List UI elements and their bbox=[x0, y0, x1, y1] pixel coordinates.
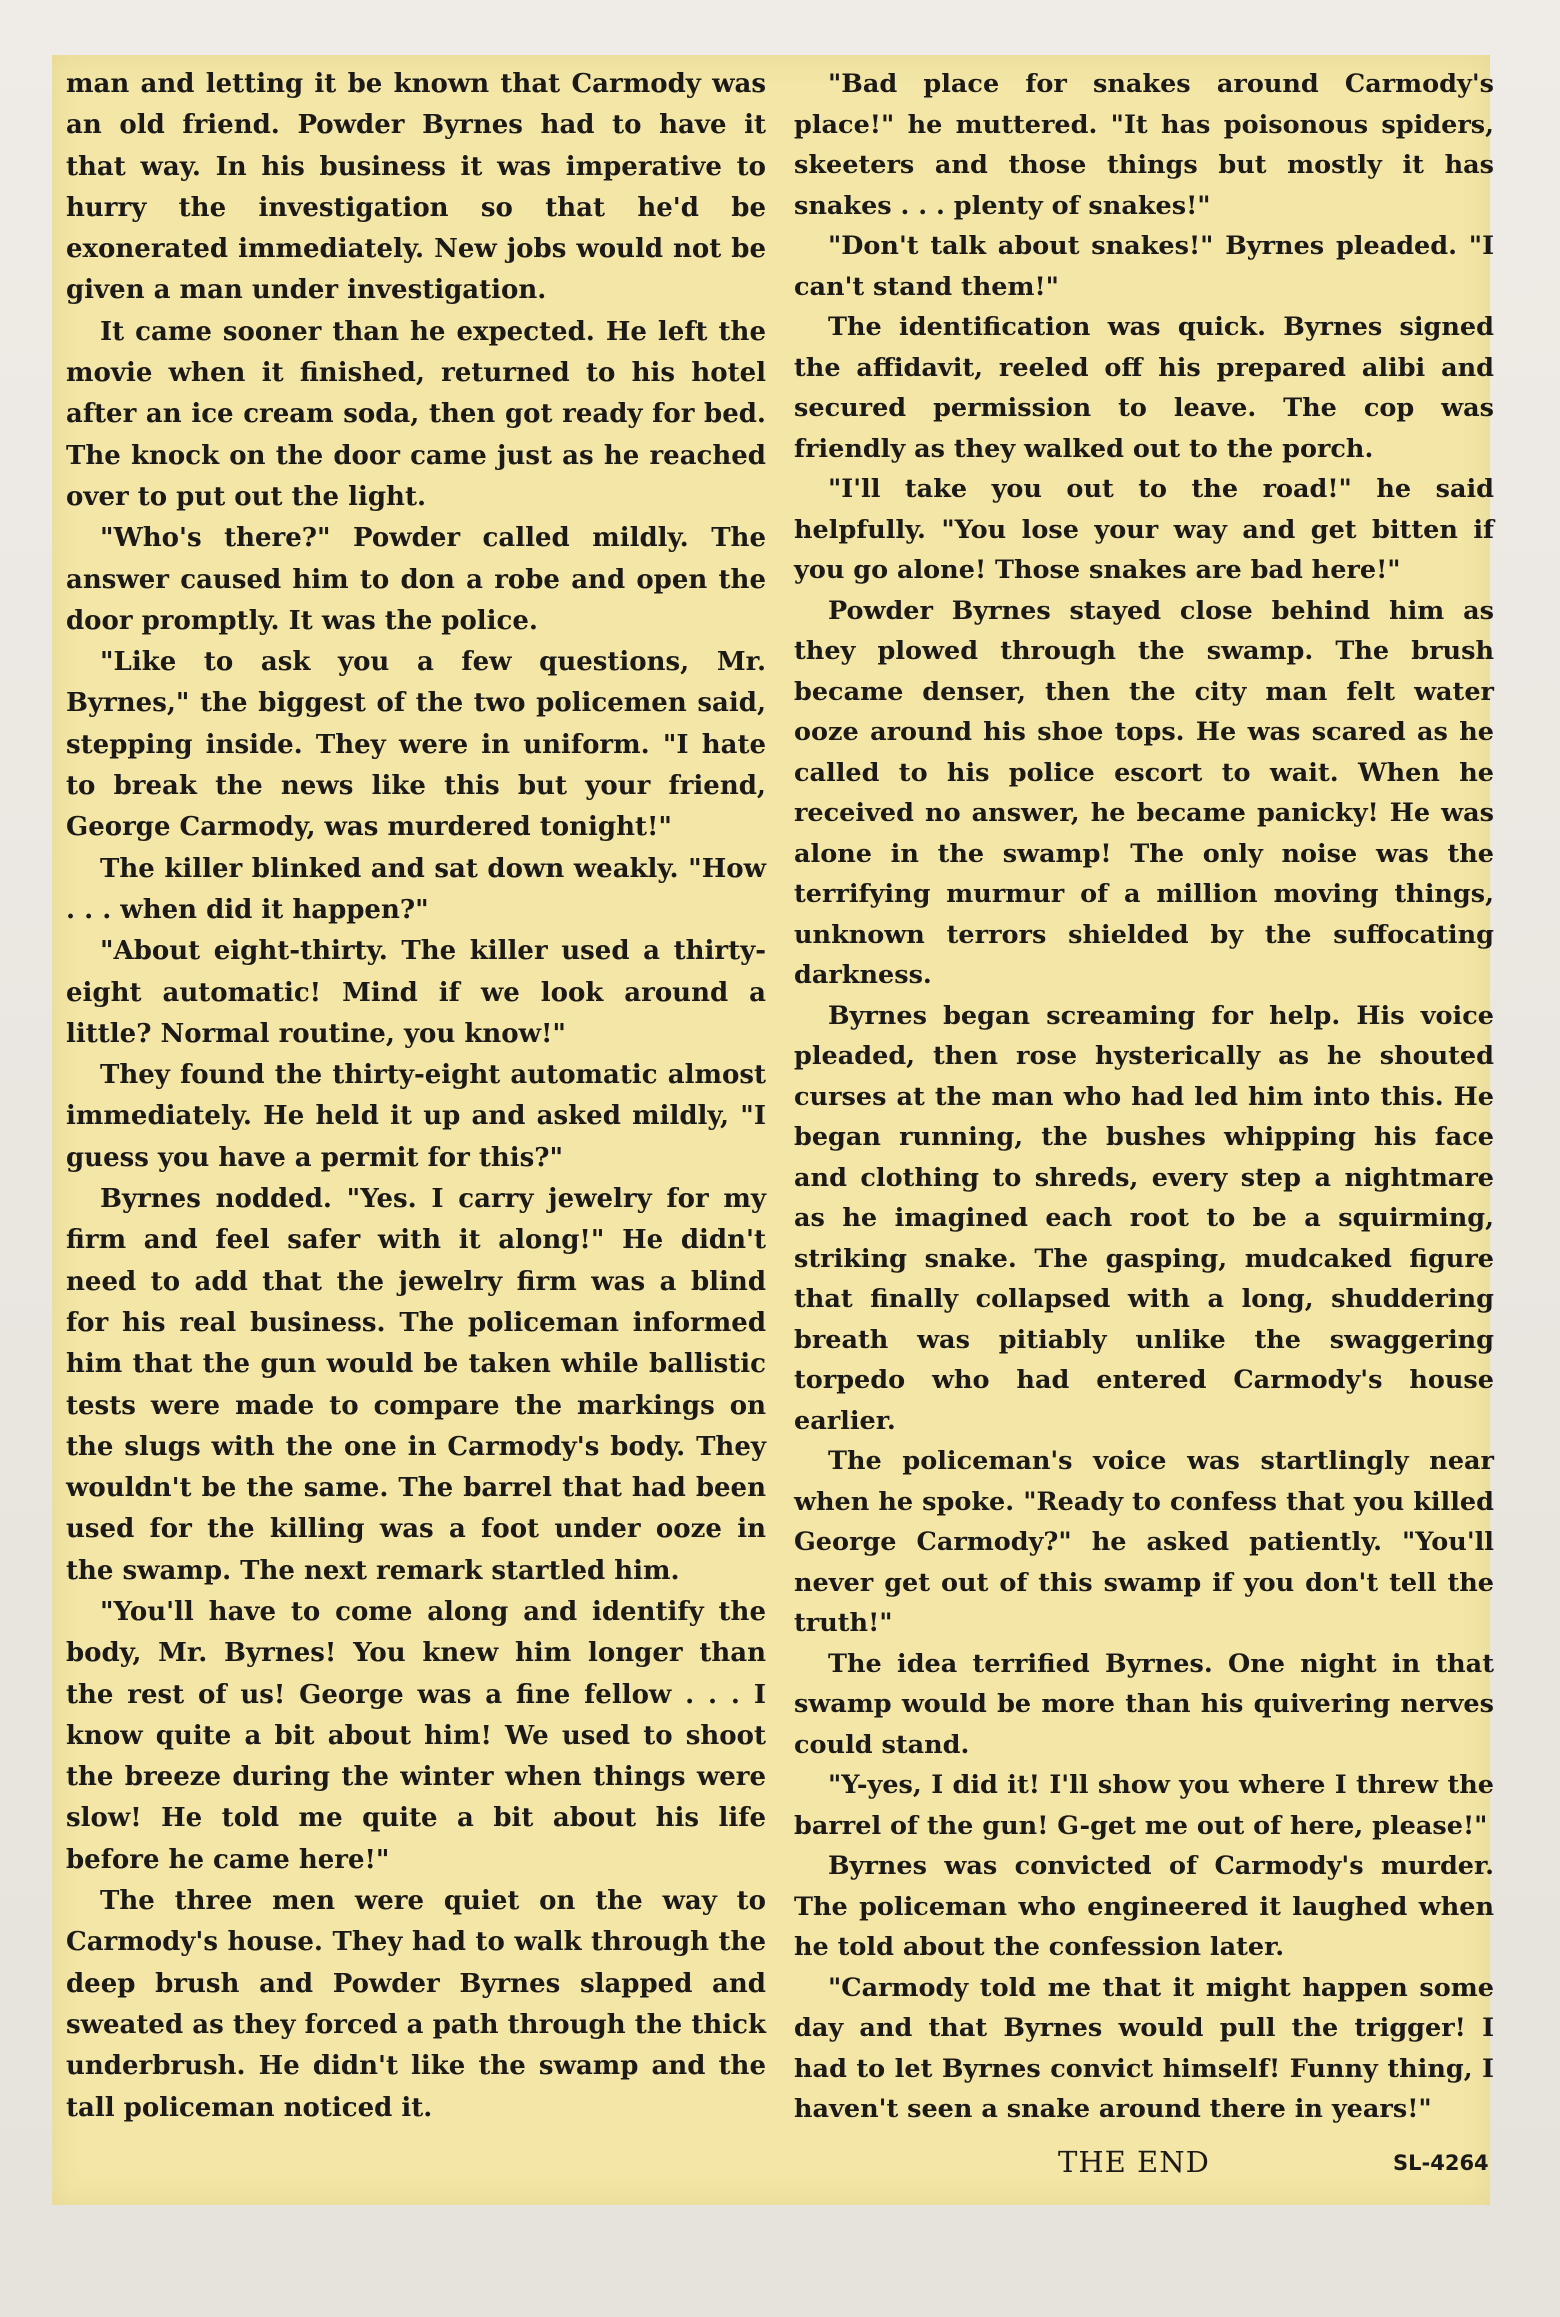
story-paragraph: "About eight-thirty. The killer used a thirty-eight automatic! Mind if we look around a little? Normal routine, you know!" bbox=[66, 936, 766, 1049]
the-end-label: THE END bbox=[1058, 2145, 1210, 2179]
story-paragraph: "Don't talk about snakes!" Byrnes pleaded. "I can't stand them!" bbox=[794, 231, 1494, 302]
page-footer bbox=[0, 2145, 1560, 2185]
story-paragraph: It came sooner than he expected. He left the movie when it finished, returned to his hotel after an ice cream soda, then got ready for bed. The knock on the door came just as he reached over to put out the light. bbox=[66, 316, 766, 512]
story-paragraph: "I'll take you out to the road!" he said helpfully. "You lose your way and get bitten if you go alone! Those snakes are bad here!" bbox=[794, 474, 1494, 585]
story-paragraph: The idea terrified Byrnes. One night in that swamp would be more than his quivering nerves could stand. bbox=[794, 1648, 1494, 1760]
story-paragraph: "Who's there?" Powder called mildly. The answer caused him to don a robe and open the door promptly. It was the police. bbox=[66, 523, 766, 636]
story-paragraph: Byrnes nodded. "Yes. I carry jewelry for my firm and feel safer with it along!" He didn't need to add that the jewelry firm was a blind for his real business. The policeman informed him that the gun would be taken while ballistic tests were made to compare the markings on the slugs with the one in Carmody's body. They wouldn't be the same. The barrel that had been used for the killing was a foot under ooze in the swamp. The next remark startled him. bbox=[66, 1184, 766, 1586]
story-paragraph: "Carmody told me that it might happen some day and that Byrnes would pull the trigger! I had to let Byrnes convict himself! Funny thing, I haven't seen a snake around there in years!" bbox=[794, 1972, 1494, 2124]
story-paragraph: man and letting it be known that Carmody was an old friend. Powder Byrnes had to have it that way. In his business it was imperative to hurry the investigation so that he'd be exonerated immediately. New jobs would not be given a man under investigation. bbox=[66, 69, 766, 306]
story-paragraph: They found the thirty-eight automatic almost immediately. He held it up and asked mildly, "I guess you have a permit for this?" bbox=[66, 1060, 766, 1173]
story-paragraph: The three men were quiet on the way to Carmody's house. They had to walk through the deep brush and Powder Byrnes slapped and sweated as they forced a path through the thick underbrush. He didn't like the swamp and the tall policeman noticed it. bbox=[66, 1886, 766, 2123]
story-paragraph: The killer blinked and sat down weakly. "How . . . when did it happen?" bbox=[66, 853, 766, 925]
story-paragraph: The policeman's voice was startlingly near when he spoke. "Ready to confess that you killed George Carmody?" he asked patiently. "You'll never get out of this swamp if you don't tell the truth!" bbox=[794, 1446, 1494, 1638]
story-paragraph: "You'll have to come along and identify the body, Mr. Byrnes! You knew him longer than the rest of us! George was a fine fellow . . . I know quite a bit about him! We used to shoot the breeze during the winter when things were slow! He told me quite a bit about his life before he came here!" bbox=[66, 1596, 766, 1875]
story-paragraph: Byrnes began screaming for help. His voice pleaded, then rose hysterically as he shouted curses at the man who had led him into this. He began running, the bushes whipping his face and clothing to shreds, every step a nightmare as he imagined each root to be a squirming, striking snake. The gasping, mudcaked figure that finally collapsed with a long, shuddering breath was pitiably unlike the swaggering torpedo who had entered Carmody's house earlier. bbox=[794, 1000, 1494, 1436]
story-paragraph: "Like to ask you a few questions, Mr. Byrnes," the biggest of the two policemen said, stepping inside. They were in uniform. "I hate to break the news like this but your friend, George Carmody, was murdered tonight!" bbox=[66, 647, 766, 843]
story-paragraph: The identification was quick. Byrnes signed the affidavit, reeled off his prepared alibi and secured permission to leave. The cop was friendly as they walked out to the porch. bbox=[794, 312, 1494, 464]
story-paragraph: "Bad place for snakes around Carmody's place!" he muttered. "It has poisonous spiders, skeeters and those things but mostly it has snakes . . . plenty of snakes!" bbox=[794, 69, 1494, 221]
page-code: SL-4264 bbox=[1393, 2151, 1489, 2175]
story-paragraph: Byrnes was convicted of Carmody's murder. The policeman who engineered it laughed when he told about the confession later. bbox=[794, 1851, 1494, 1962]
story-paragraph: Powder Byrnes stayed close behind him as they plowed through the swamp. The brush became denser, then the city man felt water ooze around his shoe tops. He was scared as he called to his police escort to wait. When he received no answer, he became panicky! He was alone in the swamp! The only noise was the terrifying murmur of a million moving things, unknown terrors shielded by the suffocating darkness. bbox=[794, 595, 1494, 990]
right-text-column bbox=[794, 64, 1494, 2130]
story-paragraph: "Y-yes, I did it! I'll show you where I threw the barrel of the gun! G-get me out of here, please!" bbox=[794, 1770, 1494, 1841]
left-text-column bbox=[66, 64, 766, 2129]
